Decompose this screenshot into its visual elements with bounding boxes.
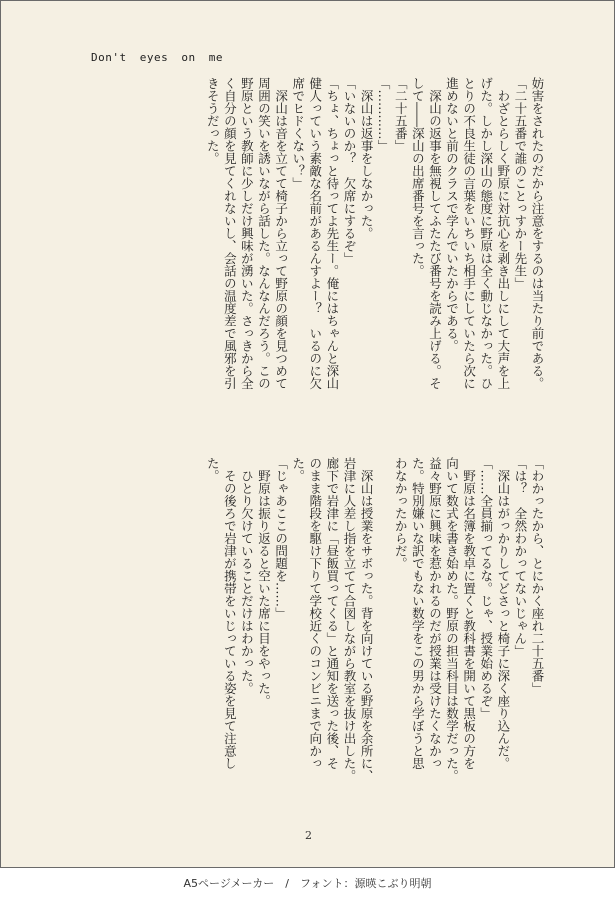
text-line: 進めないと前のクラスで学んでいたからである。 [444, 77, 460, 352]
text-line: 「じゃあここの問題を……」 [273, 457, 289, 620]
text-line: とりの不良生徒の言葉をいちいち相手にしていたら次に [461, 77, 477, 390]
text-line: げた。しかし深山の態度に野原は全く動じなかった。ひ [478, 77, 494, 390]
text-line: 深山は授業をサボった。背を向けている野原を余所に、 [359, 457, 375, 782]
text-line: た。特別嫌いな訳でもない数学をこの男から学ぼうと思 [410, 457, 426, 770]
text-line: 深山の返事を無視してふたたび番号を読み上げる。そ [427, 77, 443, 390]
text-line: 深山はがっかりしてどさっと椅子に深く座り込んだ。 [495, 457, 511, 770]
text-line: 深山は返事をしなかった。 [359, 77, 375, 240]
text-line: 深山は音を立てて椅子から立って野原の顔を見つめて [273, 77, 289, 390]
text-line: 「わかったから、とにかく座れ二十五番」 [530, 457, 545, 695]
header-title: Don't eyes on me [91, 51, 223, 64]
text-line: 「いないのか？ 欠席にするぞ」 [341, 77, 357, 265]
page-number: 2 [305, 829, 312, 842]
text-line: た。 [290, 457, 306, 482]
text-line: 「は？ 全然わかってないじゃん」 [512, 457, 528, 657]
text-line [375, 457, 392, 812]
text-line: わなかったからだ。 [393, 457, 409, 570]
text-line: 「二十五番で誰のことっすかー先生」 [512, 77, 528, 290]
text-line: その後ろで岩津が携帯をいじっている姿を見て注意し [222, 457, 238, 770]
top-text-block [204, 77, 546, 432]
text-line: 席でヒドくない？」 [290, 77, 306, 190]
text-line: 野原は振り返ると空いた席に目をやった。 [256, 457, 272, 707]
text-line: 野原は名簿を教卓に置くと教科書を開いて黒板の方を [461, 457, 477, 770]
text-line: 益々野原に興味を惹かれるのだが授業は受けたくなかっ [427, 457, 443, 770]
text-line: 向いて数式を書き始めた。野原の担当科目は数学だった。 [444, 457, 460, 782]
text-line: 「……全員揃ってるな。じゃ、授業始めるぞ」 [478, 457, 494, 720]
text-line: 周囲の笑いを誘いながら話した。なんなんだろう。この [256, 77, 272, 390]
text-line: 野原という教師に少しだけ興味が湧いた。さっきから全 [239, 77, 255, 390]
text-line: 「ちょ、ちょっと待ってよ先生ー。俺にはちゃんと深山 [324, 77, 340, 390]
text-line: 岩津に人差し指を立てて合図しながら教室を抜け出した。 [341, 457, 357, 782]
text-line: 「…………」 [376, 77, 392, 152]
text-line: のまま階段を駆け下りて学校近くのコンビニまで向かっ [307, 457, 323, 770]
footer-credit: A5ページメーカー / フォント：源暎こぶり明朝 [0, 868, 615, 900]
text-line: 健人っていう素敵な名前があるんすよー？ いるのに欠 [307, 77, 323, 390]
text-line: して――深山の出席番号を言った。 [410, 77, 426, 277]
text-line: わざとらしく野原に対抗心を剥き出しにして大声を上 [495, 77, 511, 390]
text-line: ひとり欠けていることだけはわかった。 [239, 457, 255, 695]
text-line: く自分の顔を見てくれないし、会話の温度差で風邪を引 [222, 77, 238, 390]
bottom-text-block [204, 457, 546, 812]
text-line: た。 [205, 457, 221, 482]
text-line: 妨害をされたのだから注意をするのは当たり前である。 [530, 77, 545, 390]
text-line: きそうだった。 [205, 77, 221, 165]
text-line: 廊下で岩津に「昼飯買ってくる」と通知を送った後、そ [324, 457, 340, 770]
text-line: 「二十五番」 [393, 77, 409, 152]
